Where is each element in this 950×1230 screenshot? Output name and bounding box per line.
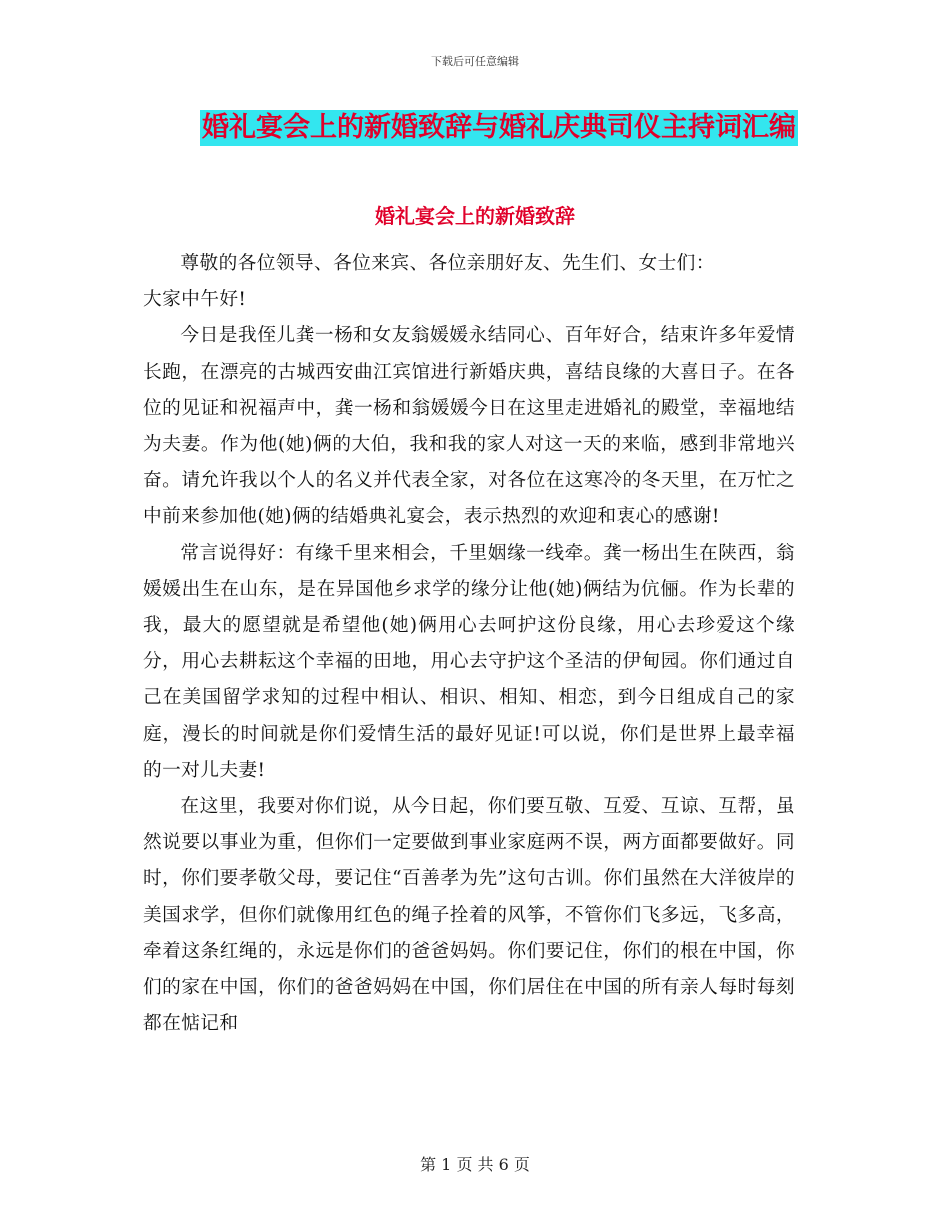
- paragraph-1: 今日是我侄儿龚一杨和女友翁媛媛永结同心、百年好合，结束许多年爱情长跑，在漂亮的古城西安曲江宾馆进行新婚庆典，喜结良缘的大喜日子。在各位的见证和祝福声中，龚一杨和翁媛媛今日在这里走进婚礼的殿堂，幸福地结为夫妻。作为他(她)俩的大伯，我和我的家人对这一天的来临，感到非常地兴奋。请允许我以个人的名义并代表全家，对各位在这寒冷的冬天里，在万忙之中前来参加他(她)俩的结婚典礼宴会，表示热烈的欢迎和衷心的感谢!: [143, 325, 795, 528]
- document-title: [0, 110, 950, 146]
- body-text: [143, 246, 795, 1042]
- paragraph-greeting: 尊敬的各位领导、各位来宾、各位亲朋好友、先生们、女士们：: [180, 253, 715, 274]
- paragraph-3: 在这里，我要对你们说，从今日起，你们要互敬、互爱、互谅、互帮，虽然说要以事业为重，但你们一定要做到事业家庭两不误，两方面都要做好。同时，你们要孝敬父母，要记住“百善孝为先”这句古训。你们虽然在大洋彼岸的美国求学，但你们就像用红色的绳子拴着的风筝，不管你们飞多远，飞多高，牵着这条红绳的，永远是你们的爸爸妈妈。你们要记住，你们的根在中国，你们的家在中国，你们的爸爸妈妈在中国，你们居住在中国的所有亲人每时每刻都在惦记和: [143, 796, 795, 1035]
- header-note: 下载后可任意编辑: [431, 55, 519, 68]
- section-title: 婚礼宴会上的新婚致辞: [375, 204, 575, 228]
- paragraph-2: 常言说得好：有缘千里来相会，千里姻缘一线牵。龚一杨出生在陕西，翁媛媛出生在山东，是在异国他乡求学的缘分让他(她)俩结为伉俪。作为长辈的我，最大的愿望就是希望他(她)俩用心去呵护这份良缘，用心去珍爱这个缘分，用心去耕耘这个幸福的田地，用心去守护这个圣洁的伊甸园。你们通过自己在美国留学求知的过程中相认、相识、相知、相恋，到今日组成自己的家庭，漫长的时间就是你们爱情生活的最好见证!可以说，你们是世界上最幸福的一对儿夫妻!: [143, 542, 795, 781]
- paragraph-hello: 大家中午好!: [143, 289, 247, 311]
- page-footer: 第 1 页 共 6 页: [420, 1155, 530, 1174]
- document-title-text: 婚礼宴会上的新婚致辞与婚礼庆典司仪主持词汇编: [200, 110, 798, 146]
